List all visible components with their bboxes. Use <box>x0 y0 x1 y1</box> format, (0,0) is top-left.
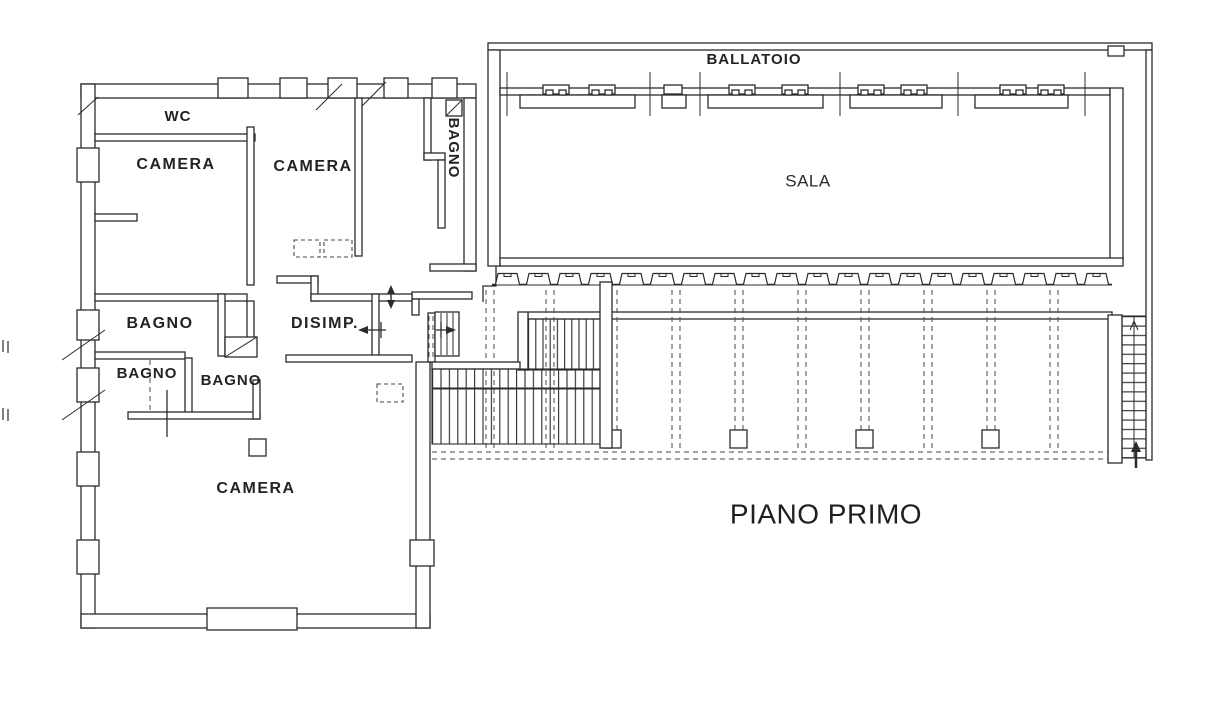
opening-slash-marks <box>62 82 386 420</box>
column-post <box>249 439 266 456</box>
room-label-bagno-mid-left: BAGNO <box>126 315 194 333</box>
room-label-bagno-top-right: BAGNO <box>445 117 463 179</box>
pillar-posts <box>604 430 999 448</box>
room-label-wc: WC <box>164 107 192 125</box>
room-label-camera-top-left: CAMERA <box>136 156 216 174</box>
room-label-ballatoio: BALLATOIO <box>706 50 802 68</box>
room-label-camera-bottom: CAMERA <box>216 480 296 498</box>
right-staircase <box>1108 315 1146 468</box>
left-apartment <box>62 78 476 630</box>
central-staircase <box>429 282 612 448</box>
room-label-disimpegno: DISIMP. <box>291 315 359 333</box>
balustrade-row <box>492 270 1112 285</box>
room-label-camera-top-mid: CAMERA <box>273 158 353 176</box>
plan-title: PIANO PRIMO <box>729 498 923 530</box>
room-label-bagno-small-left: BAGNO <box>116 364 178 382</box>
window-symbol-right <box>410 540 434 566</box>
margin-marks <box>3 340 8 421</box>
room-label-bagno-small-mid: BAGNO <box>200 371 262 389</box>
window-symbol-bottom <box>207 608 297 630</box>
room-label-sala: SALA <box>785 171 831 191</box>
